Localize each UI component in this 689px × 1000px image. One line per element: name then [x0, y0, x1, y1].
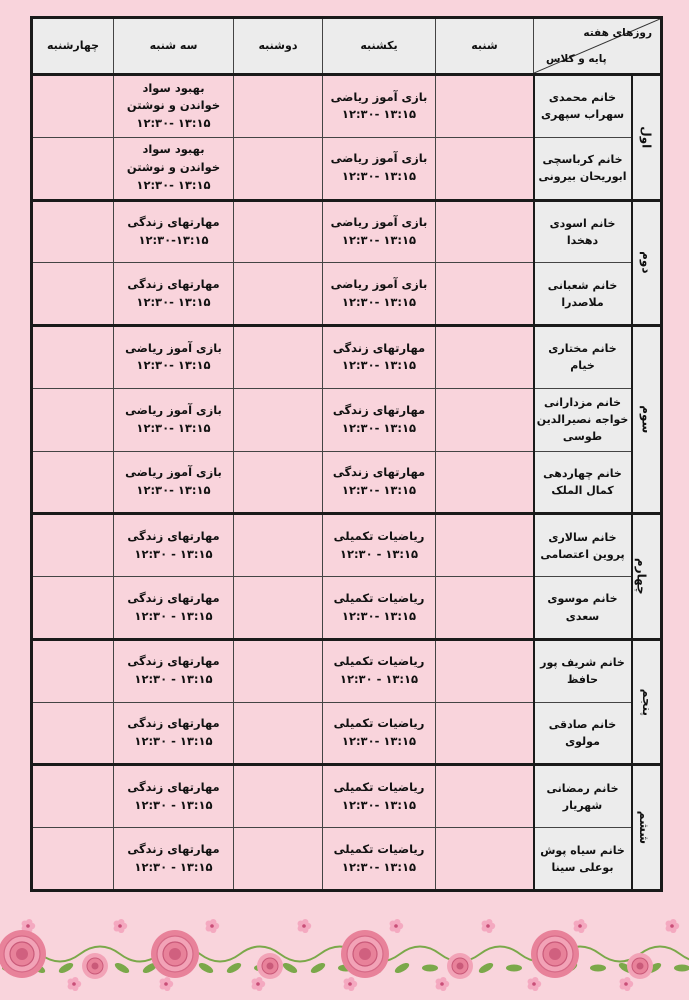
- cell-line: مهارتهای زندگی: [127, 215, 220, 230]
- teacher-name: خانم سیاه پوش: [540, 843, 625, 857]
- blossom-icon: [394, 924, 398, 928]
- blossom-icon: [118, 924, 122, 928]
- schedule-cell: [32, 75, 114, 138]
- grade-name: ششم: [636, 810, 651, 845]
- grade-label: [632, 200, 662, 326]
- schedule-cell: [234, 263, 323, 326]
- schedule-cell: [323, 200, 436, 263]
- class-cell: [534, 137, 632, 200]
- blossom-icon: [118, 919, 124, 925]
- cell-line: ریاضیات تکمیلی: [333, 841, 425, 856]
- leaf-icon: [197, 961, 214, 975]
- schedule-cell: [323, 577, 436, 640]
- schedule-cell: [32, 577, 114, 640]
- blossom-icon: [440, 977, 446, 983]
- schedule-cell: [114, 639, 234, 702]
- cell-line: ۱۳:۱۵ -۱۲:۳۰: [136, 116, 211, 131]
- leaf-icon: [113, 961, 130, 975]
- class-name: پروین اعتصامی: [540, 547, 625, 561]
- schedule-cell: [114, 326, 234, 389]
- schedule-cell: [234, 828, 323, 891]
- floral-border: [0, 904, 689, 1000]
- cell-line: ۱۳:۱۵ -۱۲:۳۰: [341, 734, 417, 749]
- rose-icon: [16, 948, 28, 960]
- schedule-cell: [436, 200, 534, 263]
- teacher-name: خانم مختاری: [548, 342, 617, 356]
- schedule-cell: [234, 639, 323, 702]
- corner-grade-label: پایه و کلاس: [546, 52, 607, 65]
- cell-line: ۱۳:۱۵ -۱۲:۳۰: [341, 358, 417, 373]
- schedule-cell: [436, 137, 534, 200]
- leaf-icon: [57, 961, 74, 975]
- schedule-cell: [436, 828, 534, 891]
- grade-label: [632, 514, 662, 640]
- schedule-cell: [436, 765, 534, 828]
- cell-line: ۱۳:۱۵ -۱۲:۳۰: [341, 232, 417, 247]
- schedule-cell: [234, 451, 323, 514]
- day-header-sun: یکشنبه: [323, 18, 436, 75]
- blossom-icon: [210, 924, 214, 928]
- schedule-cell: [114, 514, 234, 577]
- teacher-name: خانم صادقی: [548, 717, 617, 731]
- blossom-icon: [26, 924, 30, 928]
- class-row: [32, 137, 662, 200]
- class-name: ملاصدرا: [561, 295, 604, 309]
- cell-line: ۱۳:۱۵ - ۱۲:۳۰: [134, 608, 213, 623]
- cell-line: مهارتهای زندگی: [127, 779, 220, 794]
- schedule-cell: [323, 828, 436, 891]
- corner-days-label: روزهای هفته: [583, 27, 652, 39]
- class-name: ابوریحان بیرونی: [538, 170, 627, 184]
- schedule-cell: [234, 326, 323, 389]
- schedule-cell: [234, 514, 323, 577]
- cell-line: ۱۳:۱۵ -۱۲:۳۰: [341, 482, 417, 497]
- grade-name: پنجم: [639, 688, 654, 716]
- blossom-icon: [532, 982, 536, 986]
- cell-line: بازی آموز ریاضی: [125, 465, 222, 480]
- class-row: [32, 451, 662, 514]
- schedule-cell: [323, 451, 436, 514]
- cell-line: مهارتهای زندگی: [127, 716, 220, 731]
- rose-icon: [457, 963, 464, 970]
- schedule-cell: [323, 765, 436, 828]
- cell-line: مهارتهای زندگی: [127, 590, 220, 605]
- schedule-cell: [114, 765, 234, 828]
- cell-line: بازی آموز ریاضی: [330, 276, 428, 291]
- cell-line: ریاضیات تکمیلی: [333, 590, 425, 605]
- schedule-cell: [32, 137, 114, 200]
- blossom-icon: [72, 977, 78, 983]
- cell-line: ۱۳:۱۵ - ۱۲:۳۰: [134, 546, 213, 561]
- class-row: [32, 388, 662, 451]
- cell-line: ۱۳:۱۵ - ۱۲:۳۰: [134, 797, 213, 812]
- teacher-name: خانم چهاردهی: [543, 466, 622, 480]
- schedule-cell: [32, 514, 114, 577]
- cell-line: ۱۳:۱۵ -۱۲:۳۰: [341, 107, 417, 122]
- schedule-cell: [323, 326, 436, 389]
- blossom-icon: [578, 919, 584, 925]
- schedule-cell: [436, 388, 534, 451]
- rose-icon: [267, 963, 274, 970]
- schedule-cell: [114, 828, 234, 891]
- cell-line: ۱۳:۱۵ - ۱۲:۳۰: [134, 734, 213, 749]
- schedule-cell: [32, 326, 114, 389]
- day-header-mon: دوشنبه: [234, 18, 323, 75]
- cell-line: ۱۳:۱۵ - ۱۲:۳۰: [134, 859, 213, 874]
- rose-icon: [169, 948, 181, 960]
- schedule-cell: [114, 702, 234, 765]
- class-cell: [534, 75, 632, 138]
- cell-line: مهارتهای زندگی: [127, 276, 220, 291]
- day-header-sat: شنبه: [436, 18, 534, 75]
- day-header-tue: سه شنبه: [114, 18, 234, 75]
- schedule-cell: [234, 388, 323, 451]
- schedule-cell: [323, 514, 436, 577]
- leaf-icon: [309, 961, 326, 975]
- blossom-icon: [624, 977, 630, 983]
- cell-line: مهارتهای زندگی: [332, 465, 426, 480]
- cell-line: ریاضیات تکمیلی: [333, 528, 425, 543]
- grade-label: [632, 639, 662, 765]
- blossom-icon: [486, 919, 492, 925]
- cell-line: خواندن و نوشتن: [126, 98, 221, 113]
- schedule-cell: [436, 263, 534, 326]
- schedule-cell: [114, 451, 234, 514]
- schedule-cell: [436, 451, 534, 514]
- schedule-cell: [436, 514, 534, 577]
- teacher-name: خانم محمدی: [548, 91, 617, 105]
- class-row: [32, 75, 662, 138]
- leaf-icon: [590, 965, 606, 972]
- cell-line: ۱۳:۱۵ - ۱۲:۳۰: [339, 546, 419, 561]
- grade-label: [632, 75, 662, 201]
- cell-line: مهارتهای زندگی: [127, 528, 220, 543]
- cell-line: ۱۳:۱۵ -۱۲:۳۰: [136, 482, 211, 497]
- schedule-cell: [32, 765, 114, 828]
- leaf-icon: [422, 965, 438, 972]
- cell-line: بازی آموز ریاضی: [330, 151, 428, 166]
- cell-line: ۱۳:۱۵ -۱۲:۳۰: [341, 608, 417, 623]
- schedule-cell: [32, 451, 114, 514]
- class-name: طوسی: [562, 430, 603, 444]
- schedule-cell: [114, 75, 234, 138]
- blossom-icon: [256, 977, 262, 983]
- cell-line: مهارتهای زندگی: [127, 841, 220, 856]
- header-row: [32, 18, 662, 75]
- grade-label: [632, 326, 662, 514]
- schedule-cell: [323, 75, 436, 138]
- leaf-icon: [393, 961, 410, 975]
- blossom-icon: [26, 919, 32, 925]
- teacher-name: خانم رمضانی: [546, 781, 619, 795]
- class-cell: [534, 702, 632, 765]
- blossom-icon: [348, 977, 354, 983]
- schedule-cell: [32, 702, 114, 765]
- class-name: بوعلی سینا: [551, 860, 614, 874]
- rose-icon: [359, 948, 371, 960]
- class-row: [32, 828, 662, 891]
- schedule-cell: [436, 702, 534, 765]
- cell-line: ۱۳:۱۵ -۱۲:۳۰: [136, 420, 211, 435]
- schedule-cell: [436, 75, 534, 138]
- leaf-icon: [281, 961, 298, 975]
- class-row: [32, 514, 662, 577]
- blossom-icon: [302, 919, 308, 925]
- cell-line: مهارتهای زندگی: [332, 340, 426, 355]
- leaf-icon: [506, 965, 522, 972]
- class-cell: [534, 451, 632, 514]
- grade-name: اول: [639, 126, 654, 149]
- cell-line: ریاضیات تکمیلی: [333, 716, 425, 731]
- class-name: سهراب سپهری: [540, 108, 625, 122]
- blossom-icon: [164, 977, 170, 983]
- blossom-icon: [164, 982, 168, 986]
- rose-icon: [637, 963, 644, 970]
- teacher-name: خانم شریف پور: [540, 656, 625, 670]
- cell-line: مهارتهای زندگی: [332, 402, 426, 417]
- cell-line: ۱۳:۱۵ - ۱۲:۳۰: [339, 672, 419, 687]
- schedule-cell: [234, 75, 323, 138]
- class-name: حافظ: [566, 673, 599, 687]
- class-cell: [534, 514, 632, 577]
- leaf-icon: [225, 961, 242, 975]
- grade-name: سوم: [639, 405, 654, 434]
- schedule-cell: [234, 137, 323, 200]
- teacher-name: خانم موسوی: [547, 592, 618, 606]
- blossom-icon: [348, 982, 352, 986]
- schedule-cell: [323, 639, 436, 702]
- teacher-name: خانم شعبانی: [547, 278, 618, 292]
- schedule-cell: [436, 639, 534, 702]
- rose-icon: [549, 948, 561, 960]
- class-row: [32, 765, 662, 828]
- cell-line: ۱۳:۱۵ -۱۲:۳۰: [136, 178, 211, 193]
- blossom-icon: [532, 977, 538, 983]
- schedule-cell: [234, 577, 323, 640]
- cell-line: ۱۲:۳۰-۱۳:۱۵: [138, 232, 209, 247]
- class-cell: [534, 263, 632, 326]
- schedule-cell: [234, 765, 323, 828]
- cell-line: بازی آموز ریاضی: [125, 340, 222, 355]
- grade-name: دوم: [639, 251, 654, 274]
- blossom-icon: [394, 919, 400, 925]
- cell-line: ریاضیات تکمیلی: [333, 654, 425, 669]
- schedule-cell: [114, 137, 234, 200]
- blossom-icon: [670, 919, 676, 925]
- cell-line: ۱۳:۱۵ -۱۲:۳۰: [136, 358, 211, 373]
- class-cell: [534, 828, 632, 891]
- schedule-cell: [114, 388, 234, 451]
- teacher-name: خانم اسودی: [549, 216, 616, 230]
- blossom-icon: [256, 982, 260, 986]
- cell-line: ۱۳:۱۵ -۱۲:۳۰: [341, 294, 417, 309]
- teacher-name: خانم کرباسچی: [542, 153, 623, 167]
- class-cell: [534, 577, 632, 640]
- corner-header: [534, 18, 662, 75]
- class-name: خیام: [570, 359, 595, 373]
- blossom-icon: [302, 924, 306, 928]
- cell-line: بهبود سواد: [142, 142, 205, 157]
- cell-line: مهارتهای زندگی: [127, 654, 220, 669]
- cell-line: خواندن و نوشتن: [126, 160, 221, 175]
- class-row: [32, 200, 662, 263]
- class-cell: [534, 326, 632, 389]
- schedule-cell: [32, 388, 114, 451]
- class-cell: [534, 388, 632, 451]
- cell-line: ۱۳:۱۵ - ۱۲:۳۰: [134, 672, 213, 687]
- class-row: [32, 326, 662, 389]
- class-cell: [534, 765, 632, 828]
- class-row: [32, 577, 662, 640]
- blossom-icon: [210, 919, 216, 925]
- schedule-cell: [323, 137, 436, 200]
- blossom-icon: [486, 924, 490, 928]
- schedule-cell: [32, 828, 114, 891]
- class-name: دهخدا: [566, 233, 599, 247]
- class-row: [32, 639, 662, 702]
- class-name: مولوی: [565, 735, 600, 749]
- schedule-cell: [234, 200, 323, 263]
- cell-line: ریاضیات تکمیلی: [333, 779, 425, 794]
- schedule-cell: [114, 577, 234, 640]
- schedule-cell: [436, 577, 534, 640]
- blossom-icon: [72, 982, 76, 986]
- cell-line: بازی آموز ریاضی: [330, 89, 428, 104]
- leaf-icon: [674, 965, 689, 972]
- class-cell: [534, 200, 632, 263]
- class-name: خواجه نصیرالدین: [536, 413, 629, 427]
- class-name: کمال الملک: [551, 483, 614, 497]
- schedule-cell: [436, 326, 534, 389]
- schedule-cell: [323, 388, 436, 451]
- cell-line: بازی آموز ریاضی: [330, 215, 428, 230]
- blossom-icon: [440, 982, 444, 986]
- class-row: [32, 263, 662, 326]
- cell-line: بهبود سواد: [142, 80, 205, 95]
- schedule-cell: [114, 263, 234, 326]
- schedule-cell: [234, 702, 323, 765]
- grade-label: [632, 765, 662, 891]
- schedule-cell: [323, 263, 436, 326]
- leaf-icon: [477, 961, 494, 975]
- day-header-wed: چهارشنبه: [32, 18, 114, 75]
- cell-line: ۱۳:۱۵ -۱۲:۳۰: [136, 294, 211, 309]
- class-name: سعدی: [565, 609, 600, 623]
- schedule-table: [30, 16, 663, 892]
- cell-line: بازی آموز ریاضی: [125, 402, 222, 417]
- cell-line: ۱۳:۱۵ -۱۲:۳۰: [341, 859, 417, 874]
- class-row: [32, 702, 662, 765]
- blossom-icon: [670, 924, 674, 928]
- schedule-cell: [114, 200, 234, 263]
- cell-line: ۱۳:۱۵ -۱۲:۳۰: [341, 420, 417, 435]
- grade-name: چهارم: [634, 558, 649, 595]
- schedule-cell: [32, 263, 114, 326]
- cell-line: ۱۳:۱۵ -۱۲:۳۰: [341, 797, 417, 812]
- schedule-cell: [32, 639, 114, 702]
- schedule-cell: [323, 702, 436, 765]
- class-cell: [534, 639, 632, 702]
- blossom-icon: [624, 982, 628, 986]
- cell-line: ۱۳:۱۵ -۱۲:۳۰: [341, 169, 417, 184]
- teacher-name: خانم مزدارانی: [543, 396, 622, 410]
- teacher-name: خانم سالاری: [548, 530, 617, 544]
- class-name: شهریار: [562, 798, 603, 812]
- blossom-icon: [578, 924, 582, 928]
- rose-icon: [92, 963, 99, 970]
- schedule-cell: [32, 200, 114, 263]
